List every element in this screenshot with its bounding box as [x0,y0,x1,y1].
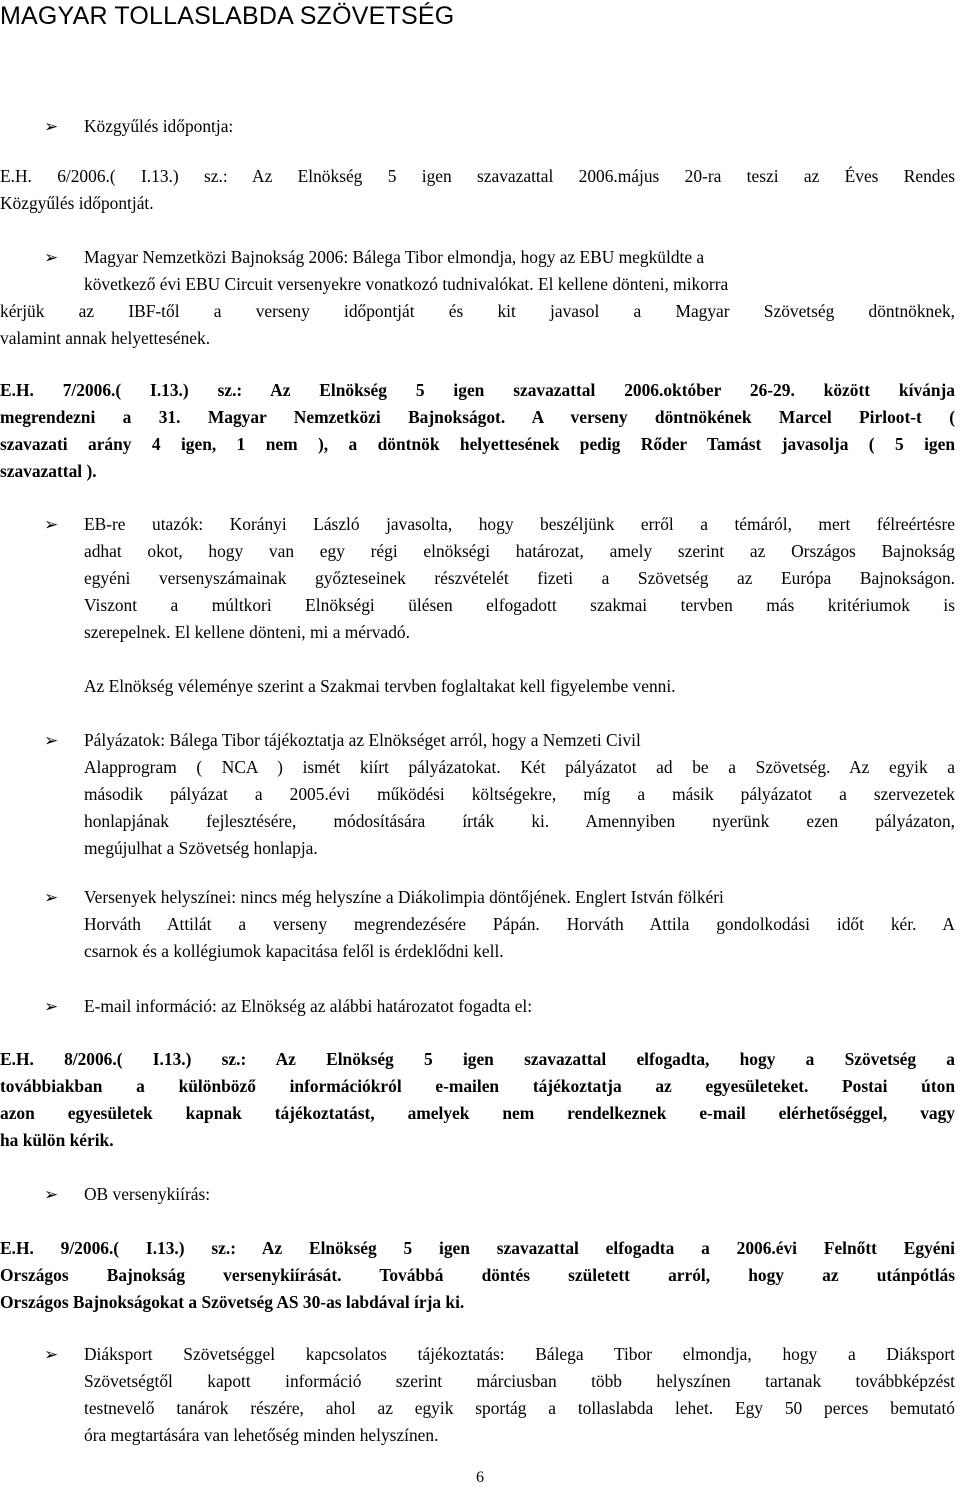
bullet-text-line: óra megtartására van lehetőség minden helyszínen. [84,1425,439,1445]
bullet-text-line: Magyar Nemzetközi Bajnokság 2006: Bálega Tibor elmondja, hogy az EBU megküldte a [84,247,705,267]
decision-line: E.H. 8/2006.( I.13.) sz.: Az Elnökség 5 igen szavazattal elfogadta, hogy a Szövetség a [0,1049,955,1069]
decision-line: megrendezni a 31. Magyar Nemzetközi Bajnokságot. A verseny döntnökének Marcel Pirloot-t ( [0,407,955,427]
bullet-text-line: honlapjának fejlesztésére, módosítására írták ki. Amennyiben nyerünk ezen pályázaton, [84,811,955,831]
section-eb-utazok [0,511,955,646]
section-versenyek-helyszinei [0,884,955,965]
bullet-text-line: Viszont a múltkori Elnökségi ülésen elfogadott szakmai tervben más kritériumok is [84,595,955,615]
decision-line: szavazattal ). [0,461,97,481]
decision-line: továbbiakban a különböző információkról e-mailen tájékoztatja az egyesületeket. Postai úton [0,1076,955,1096]
bullet-text: OB versenykiírás: [84,1184,211,1204]
section-diaksport [0,1341,955,1449]
bullet-text-line: szerepelnek. El kellene dönteni, mi a mérvadó. [84,622,410,642]
bullet-arrow-icon: ➢ [44,997,59,1016]
decision-line: Országos Bajnokság versenykiírását. Továbbá döntés született arról, hogy az utánpótlás [0,1265,955,1285]
bullet-text-line: következő évi EBU Circuit versenyekre vonatkozó tudnivalókat. El kellene dönteni, mikorra [84,274,729,294]
decision-line: E.H. 7/2006.( I.13.) sz.: Az Elnökség 5 igen szavazattal 2006.október 26-29. között kívánja [0,380,955,400]
bullet-arrow-icon: ➢ [44,1185,59,1204]
page-number: 6 [476,1469,484,1486]
decision-line: Országos Bajnokságokat a Szövetség AS 30-as labdával írja ki. [0,1292,465,1312]
bullet-text-line: Horváth Attilát a verseny megrendezésére Pápán. Horváth Attila gondolkodási időt kér. A [84,914,955,934]
bullet-text-line: kérjük az IBF-től a verseny időpontját és kit javasol a Magyar Szövetség döntnöknek, [0,301,955,321]
bullet-text-line: Diáksport Szövetséggel kapcsolatos tájékoztatás: Bálega Tibor elmondja, hogy a Diáksport [84,1344,955,1364]
bullet-text: Közgyűlés időpontja: [84,116,234,136]
decision-8-2006 [0,1046,955,1154]
bullet-text-line: Pályázatok: Bálega Tibor tájékoztatja az Elnökséget arról, hogy a Nemzeti Civil [84,730,641,750]
bullet-text-line: Szövetségtől kapott információ szerint márciusban több helyszínen tartanak továbbképzést [84,1371,955,1391]
decision-line: Közgyűlés időpontját. [0,193,154,213]
document-header: MAGYAR TOLLASLABDA SZÖVETSÉG [0,2,455,30]
decision-line: szavazati arány 4 igen, 1 nem ), a döntnök helyettesének pedig Rőder Tamást javasolja ( 5 igen [0,434,955,454]
section-palyazatok [0,727,955,862]
bullet-text-line: megújulhat a Szövetség honlapja. [84,838,318,858]
bullet-arrow-icon: ➢ [44,888,59,907]
decision-9-2006 [0,1235,955,1316]
bullet-text-line: Versenyek helyszínei: nincs még helyszíne a Diákolimpia döntőjének. Englert István fölkéri [84,887,724,907]
bullet-arrow-icon: ➢ [44,1345,59,1364]
bullet-text-line: csarnok és a kollégiumok kapacitása felől is érdeklődni kell. [84,941,504,961]
decision-6-2006 [0,163,955,217]
bullet-arrow-icon: ➢ [44,248,59,267]
decision-line: E.H. 6/2006.( I.13.) sz.: Az Elnökség 5 igen szavazattal 2006.május 20-ra teszi az Éves Rendes [0,166,955,186]
elnokseg-velemenye: Az Elnökség véleménye szerint a Szakmai tervben foglaltakat kell figyelembe venni. [84,676,676,696]
section-kozgyules [0,113,955,140]
decision-7-2006 [0,377,955,485]
bullet-text-line: EB-re utazók: Korányi László javasolta, hogy beszéljünk erről a témáról, mert félreértésre [84,514,955,534]
decision-line: azon egyesületek kapnak tájékoztatást, amelyek nem rendelkeznek e-mail elérhetőséggel, vagy [0,1103,955,1123]
section-ob-versenykiiras [0,1181,955,1208]
bullet-text-line: második pályázat a 2005.évi működési költségekre, míg a másik pályázatot a szervezetek [84,784,955,804]
bullet-arrow-icon: ➢ [44,731,59,750]
section-nemzetkozi-bajnoksag [0,244,955,352]
bullet-text: E-mail információ: az Elnökség az alábbi határozatot fogadta el: [84,996,533,1016]
bullet-text-line: valamint annak helyettesének. [0,328,211,348]
bullet-text-line: Alapprogram ( NCA ) ismét kiírt pályázatokat. Két pályázatot ad be a Szövetség. Az egyik a [84,757,955,777]
bullet-text-line: testnevelő tanárok részére, ahol az egyik sportág a tollaslabda lehet. Egy 50 perces bemutató [84,1398,955,1418]
section-email-informacio [0,993,955,1020]
bullet-text-line: adhat okot, hogy van egy régi elnökségi határozat, amely szerint az Országos Bajnokság [84,541,955,561]
bullet-arrow-icon: ➢ [44,515,59,534]
bullet-text-line: egyéni versenyszámainak győzteseinek részvételét fizeti a Szövetség az Európa Bajnokságon. [84,568,955,588]
decision-line: ha külön kérik. [0,1130,114,1150]
bullet-arrow-icon: ➢ [44,117,59,136]
decision-line: E.H. 9/2006.( I.13.) sz.: Az Elnökség 5 igen szavazattal elfogadta a 2006.évi Felnőtt Egyéni [0,1238,955,1258]
